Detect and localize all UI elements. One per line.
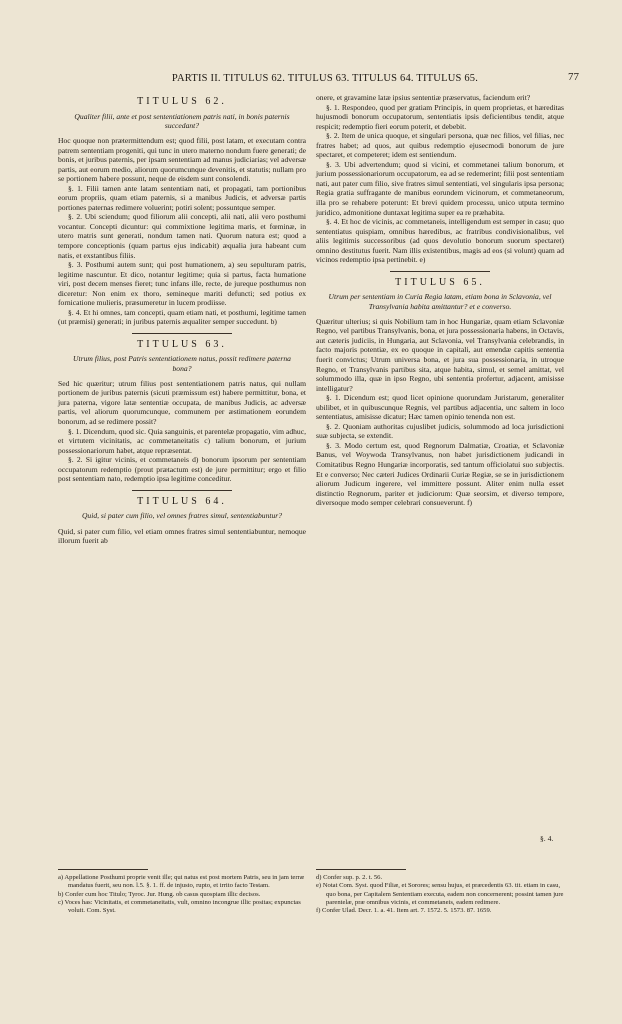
- paragraph: §. 2. Quoniam authoritas cujuslibet judicis, solummodo ad loca jurisdictioni suæ subjecta, se extendit.: [316, 421, 564, 441]
- footnotes-right: [316, 874, 564, 915]
- paragraph: Sed hic quæritur; utrum filius post sententiationem patris natus, qui nullam portionem de juribus paternis (sicuti præmissum est) habere permittitur, bona, et jura paterna, vigore latæ sententiæ occupata, de manibus Judicis, ac adversæ partis, vel aliorum quorumcunque, communem per æstimationem eorundem bonorum, ad se redimere possit?: [58, 378, 306, 427]
- paragraph: §. 4. Et hoc de vicinis, ac commetaneis, intelligendum est semper in casu; quo sententiatus quispiam, omnibus hæredibus, ac fratribus condivisionalibus, vel aliis legitimis successoribus (ad quos devolutio bonorum suorum spectaret) omnino destitutus fuerit. Nam illis existentibus, magis ad eos (si volunt) quam ad vicinos redemptio ipsa pertinebit. e): [316, 217, 564, 265]
- left-column: [58, 93, 306, 546]
- title-65-subtitle: Utrum per sententiam in Curia Regia latam, etiam bona in Sclavonia, vel Transylvania habita amittantur? et e converso.: [328, 292, 552, 311]
- footnote: b) Confer cum hoc Titulo; Tyroc. Jur. Hung. ob casus quospiam illic decisos.: [58, 890, 261, 898]
- footnote-divider: [58, 869, 148, 870]
- section-divider: [390, 271, 489, 272]
- title-62-subtitle: Qualiter filii, ante et post sententiationem patris nati, in bonis paternis succedant?: [74, 111, 290, 130]
- paragraph: Hoc quoque non prætermittendum est; quod filii, post latam, et executam contra patrem sententiam progeniti, qui tunc in utero materno nondum fuere generati; de bonis, et juribus paternis, per ipsam sententiam ad manus judiciarias; vel adversæ partis, aut eorum medio, aliorum quorumcunque devenitis, et statutis; nullam pro se portionem habere possunt, neque de eisdem sunt consolendi.: [58, 135, 306, 184]
- paragraph: §. 3. Modo certum est, quod Regnorum Dalmatiæ, Croatiæ, et Sclavoniæ Banus, vel Woywoda Transylvanus, non habet jurisdictionem judicandi in Comitatibus Regno Hungariæ incorporatis, sed tantum officiolatui suo subjectis. Et e converso; Nec cæteri Judices Ordinarii Curiæ Regiæ, se se in jurisdictionem aliorum Judicum ingerere, vel immittere possunt. Aliter enim nulla esset distinctio Regnorum, pariter et judiciorum: Quæ seorsim, et diverso tempore, diversoque modo semper celebrari consueverunt. f): [316, 440, 564, 508]
- title-63-subtitle: Utrum filius, post Patris sententiationem natus, possit redimere paterna bona?: [73, 354, 291, 373]
- paragraph: Quid, si pater cum filio, vel etiam omnes fratres simul sententiabuntur, nemoque illorum fuerit ab: [58, 526, 306, 546]
- paragraph: Quæritur ulterius; si quis Nobilium tam in hoc Hungariæ, quam etiam Sclavoniæ Regno, vel partibus Transylvanis, bona, et jura possessionaria habens, in Octavis, aut cæteris judiciis, in Hungaria, aut Sclavonia, vel Transylvania celebrandis, in facto majoris potentiæ, ex eo quoque in capitali, aut emendæ capitis sententia fuerit convictus; Utrum universa bona, et jura sua possessionaria, in utroque Regno, et Transylvanis partibus sita, atque habita, simul, et semel amittat, vel solummodo illa, quæ in ipso Regno, ubi sententia profertur, adjacent, amisisse intelligatur?: [316, 316, 564, 393]
- title-62-heading: TITULUS 62.: [137, 96, 227, 107]
- title-65-heading: TITULUS 65.: [395, 276, 485, 288]
- paragraph: §. 4. Et hi omnes, tam concepti, quam etiam nati, et posthumi, legitime tamen (ut præmisi) generati; in juribus paternis æqualiter semper succedunt. b): [58, 307, 306, 327]
- footnotes-left: [58, 874, 306, 915]
- paragraph: §. 1. Filii tamen ante latam sententiam nati, et propagati, tam portionibus eorum propriis, quam etiam paternis, si a manibus Judicis, et adversæ partis portiones paternas redimere voluerint; potiri solent; possuntque semper.: [58, 183, 306, 212]
- paragraph: §. 2. Ubi sciendum; quod filiorum alii concepti, alii nati, alii vero posthumi vocantur. Concepti dicuntur: qui commixtione legitima maris, et fœminæ, in utero matris sunt generati, nondum tamen nati. Quorum natura est; quod a tempore conceptionis (quam partus ejus indicabit) æqualia jura habeant cum natis, et exstantibus filiis.: [58, 212, 306, 260]
- paragraph: §. 2. Item de unica quoque, et singulari persona, quæ nec filios, vel filias, nec fratres habet; ad quos, aut quibus redemptio ejusecmodi bonorum de jure spectaret, et competeret; idem est sentiendum.: [316, 131, 564, 160]
- paragraph: §. 1. Dicendum, quod sic. Quia sanguinis, et parentelæ propagatio, vim adhuc, et virtutem vicinitatis, ac commetaneitatis c) talium bonorum, et jurium possessionariorum habet, atque repræsentat.: [58, 426, 306, 455]
- paragraph: §. 2. Si igitur vicinis, et commetaneis d) bonorum ipsorum per sententiam occupatorum redemptio (prout prætactum est) de jure permittitur; ergo et filio post sententiam nato, redemptio ipsa legitime conceditur.: [58, 455, 306, 484]
- page-number: 77: [568, 71, 579, 83]
- paragraph: §. 3. Ubi advertendum; quod si vicini, et commetanei talium bonorum, et jurium possessionariorum occupatorum, ea ad se redemerint; filii post sententiam nati, aut pater cum filio, sive fratres simul sententiati, vel singularis ipsa persona; Regia gratia suffragante de manibus eorundem vicinorum, et commetaneorum, illa pro se rehabere poterunt: Et brevi quidem processu, unico utputa termino juridico, admonitione duntaxat legitima super ea re præhabita.: [316, 159, 564, 217]
- footnote: c) Voces has: Vicinitatis, et commetaneitatis, vult, omnino incongrue illic positas; expunctas voluit. Com. Syst.: [58, 898, 301, 915]
- footnote: e) Notat Com. Syst. quod Filiæ, et Sorores; sensu hujus, et præcedentis 63. tit. etiam in casu, quo bona, per Capitalem Sententiam executa, eadem non concernerent; possint tamen jure parentelæ, præ omnibus vicinis, et commetaneis, eadem redimere.: [316, 882, 564, 906]
- footnote-divider: [316, 869, 406, 870]
- title-63-heading: TITULUS 63.: [137, 338, 227, 350]
- right-column: [316, 93, 564, 508]
- title-64-heading: TITULUS 64.: [137, 495, 227, 507]
- footnote: a) Appellatione Posthumi proprie venit ille; qui natus est post mortem Patris, seu in jam terræ mandatus fuerit, seu non. l.5. §. 1. ff. de injusto, rupto, et irrito facto Testam.: [58, 874, 305, 890]
- section-divider: [132, 490, 231, 491]
- catchword: §. 4.: [540, 834, 554, 843]
- title-64-subtitle: Quid, si pater cum filio, vel omnes fratres simul, sententiabuntur?: [81, 511, 283, 521]
- section-divider: [132, 333, 231, 334]
- running-head: PARTIS II. TITULUS 62. TITULUS 63. TITULUS 64. TITULUS 65.: [171, 73, 479, 84]
- footnote: f) Confer Ulad. Decr. 1. a. 41. Item art. 7. 1572. 5. 1573. 87. 1659.: [316, 907, 492, 915]
- footnote: d) Confer sup. p. 2. t. 56.: [316, 874, 383, 881]
- paragraph: §. 3. Posthumi autem sunt; qui post humationem, a) seu sepulturam patris, legitime nascuntur. Et dico, notantur legitime; quia si partus, facta humatione viri, post decem menses fieret; tunc infans ille, recte, de jureque posthumus non diceretur: Non enim ex thoro, semineque mariti defuncti; sed potius ex fornicatione mulieris, præsumeretur in lucem prodiisse.: [58, 260, 306, 308]
- paragraph: onere, et gravamine latæ ipsius sententiæ præservatus, faciendum erit?: [316, 93, 531, 102]
- paragraph: §. 1. Respondeo, quod per gratiam Principis, in quem proprietas, et hæreditas hujusmodi bonorum occupatorum, sententiatis ipsis deficientibus tendit, atque respicit; redemptio fieri eorum poterit, et debebit.: [316, 102, 564, 131]
- paragraph: §. 1. Dicendum est; quod licet opinione quorundam Juristarum, generaliter ubilibet, et in quibuscunque Regnis, vel partibus adjacentia, unc saltem in loco sententiatus, amisisse dicatur; Hæc tamen opinio tenenda non est.: [316, 393, 564, 422]
